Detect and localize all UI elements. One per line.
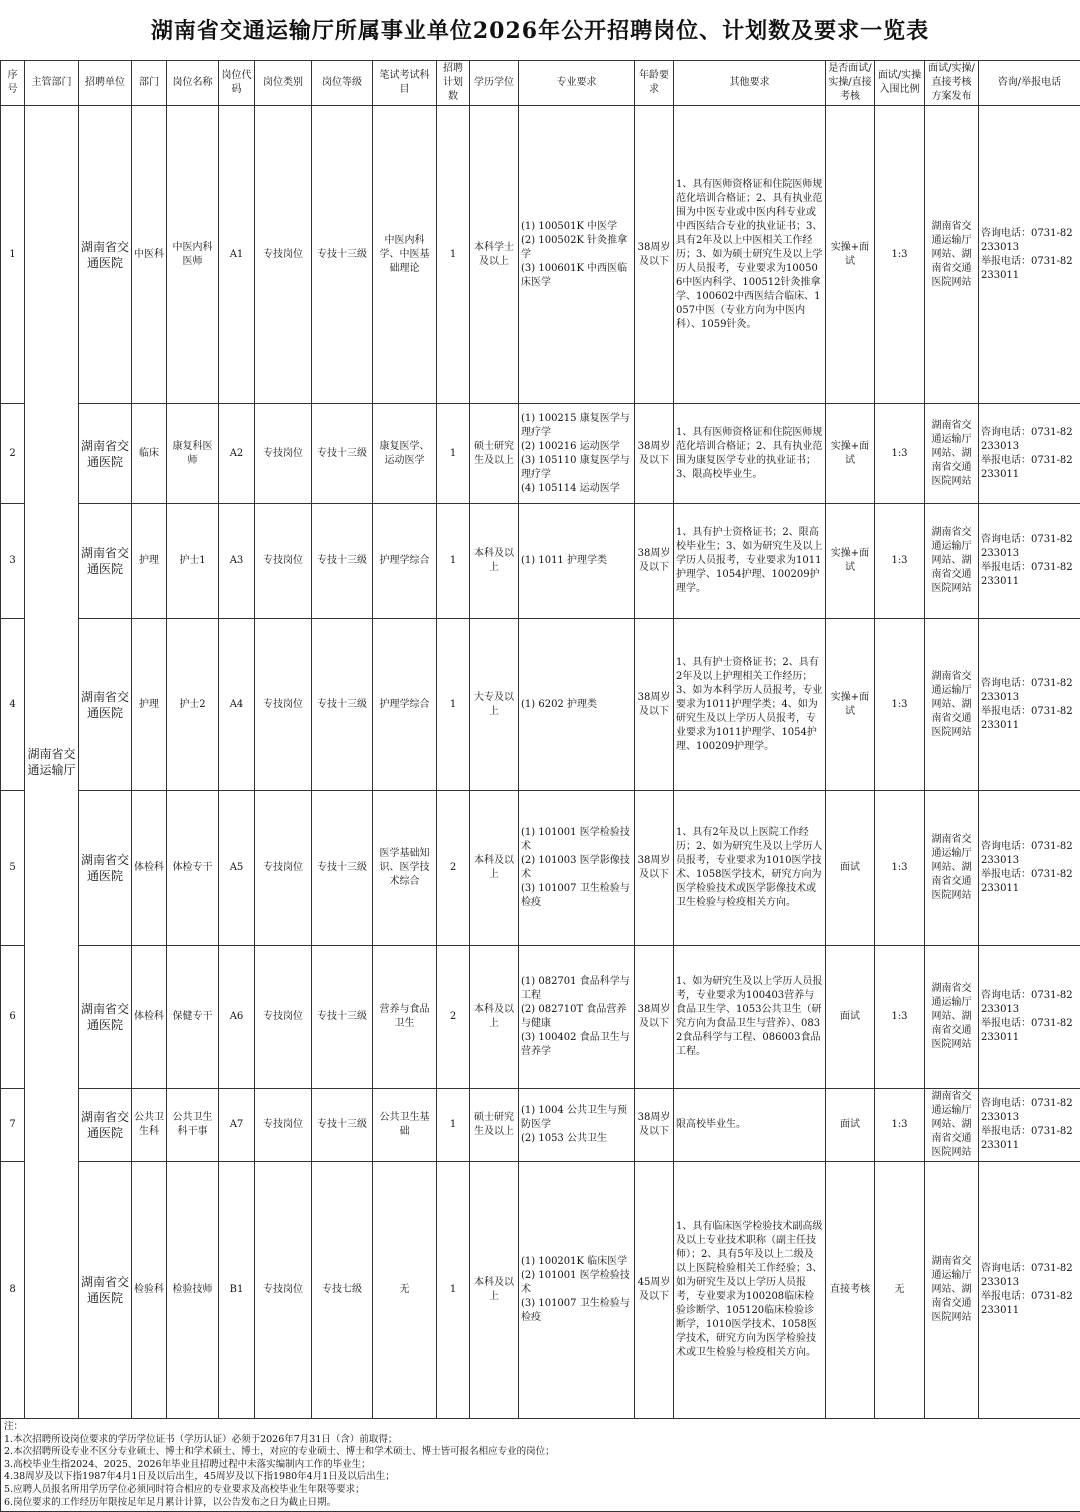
cell-exam: 护理学综合 [373,619,437,791]
cell-major: (1) 100501K 中医学 (2) 100502K 针灸推拿学 (3) 100601K 中西医临床医学 [519,106,635,404]
header-cell: 岗位类别 [255,61,312,106]
cell-category: 专技岗位 [255,106,312,404]
cell-count: 2 [437,946,470,1089]
cell-major: (1) 100215 康复医学与理疗学 (2) 100216 运动医学 (3) 105110 康复医学与理疗学 (4) 105114 运动医学 [519,404,635,504]
cell-category: 专技岗位 [255,504,312,619]
cell-code: A7 [219,1089,255,1162]
cell-code: A3 [219,504,255,619]
cell-section: 护理 [132,504,167,619]
cell-section: 临床 [132,404,167,504]
cell-section: 体检科 [132,791,167,946]
cell-post: 护士1 [167,504,219,619]
cell-level: 专技七级 [312,1162,373,1419]
cell-post: 体检专干 [167,791,219,946]
cell-exam: 营养与食品卫生 [373,946,437,1089]
cell-post: 中医内科医师 [167,106,219,404]
cell-other: 1、具有2年及以上医院工作经历；2、如为研究生及以上学历人员报考，专业要求为1010医学技术、1058医学技术，研究方向为医学检验技术或医学影像技术或卫生检验与检疫相关方向。 [674,791,826,946]
cell-no: 7 [1,1089,25,1162]
cell-exam: 护理学综合 [373,504,437,619]
cell-major: (1) 1004 公共卫生与预防医学 (2) 1053 公共卫生 [519,1089,635,1162]
cell-section: 公共卫生科 [132,1089,167,1162]
cell-age: 38周岁及以下 [635,946,674,1089]
cell-age: 38周岁及以下 [635,791,674,946]
cell-age: 38周岁及以下 [635,1089,674,1162]
cell-major: (1) 100201K 临床医学 (2) 101001 医学检验技术 (3) 101007 卫生检验与检疫 [519,1162,635,1419]
cell-publish: 湖南省交通运输厅网站、湖南省交通医院网站 [925,504,979,619]
cell-other: 1、具有医师资格证和住院医师规范化培训合格证；2、具有执业范围为康复医学专业的执业证书；3、限高校毕业生。 [674,404,826,504]
cell-unit: 湖南省交通医院 [79,1162,132,1419]
cell-post: 公共卫生科干事 [167,1089,219,1162]
notes [0,1419,1080,1512]
cell-ratio: 1:3 [875,106,925,404]
note-line: 5.应聘人员报名所用学历学位必须同时符合相应的专业要求及高校毕业生年限等要求； [4,1484,1078,1497]
cell-phone: 咨询电话：0731-82233013 举报电话：0731-82233011 [979,404,1080,504]
cell-level: 专技十三级 [312,1089,373,1162]
table-row [1,1089,1080,1162]
cell-no: 8 [1,1162,25,1419]
cell-exam: 无 [373,1162,437,1419]
cell-method: 实操+面试 [826,106,875,404]
cell-category: 专技岗位 [255,404,312,504]
cell-code: A6 [219,946,255,1089]
cell-publish: 湖南省交通运输厅网站、湖南省交通医院网站 [925,404,979,504]
cell-ratio: 1:3 [875,791,925,946]
cell-no: 1 [1,106,25,404]
table-row [1,404,1080,504]
cell-method: 面试 [826,791,875,946]
cell-level: 专技十三级 [312,106,373,404]
header-cell: 专业要求 [519,61,635,106]
cell-method: 实操+面试 [826,404,875,504]
cell-count: 1 [437,404,470,504]
cell-ratio: 1:3 [875,1089,925,1162]
cell-edu: 本科及以上 [470,1162,519,1419]
header-cell: 岗位等级 [312,61,373,106]
cell-method: 面试 [826,946,875,1089]
cell-unit: 湖南省交通医院 [79,504,132,619]
cell-major: (1) 1011 护理学类 [519,504,635,619]
cell-ratio: 1:3 [875,619,925,791]
cell-exam: 康复医学、运动医学 [373,404,437,504]
header-cell: 部门 [132,61,167,106]
cell-ratio: 1:3 [875,946,925,1089]
cell-code: A4 [219,619,255,791]
cell-section: 中医科 [132,106,167,404]
cell-post: 康复科医师 [167,404,219,504]
recruitment-table [0,60,1080,1419]
cell-count: 1 [437,1162,470,1419]
cell-publish: 湖南省交通运输厅网站、湖南省交通医院网站 [925,106,979,404]
cell-publish: 湖南省交通运输厅网站、湖南省交通医院网站 [925,1162,979,1419]
cell-edu: 本科及以上 [470,504,519,619]
cell-ratio: 1:3 [875,404,925,504]
cell-other: 1、如为研究生及以上学历人员报考，专业要求为100403营养与食品卫生学、1053公共卫生（研究方向为食品卫生与营养）、0832食品科学与工程、086003食品工程。 [674,946,826,1089]
cell-age: 38周岁及以下 [635,106,674,404]
cell-dept: 湖南省交通运输厅 [25,106,79,1419]
cell-method: 实操+面试 [826,619,875,791]
cell-unit: 湖南省交通医院 [79,1089,132,1162]
cell-major: (1) 6202 护理类 [519,619,635,791]
cell-no: 6 [1,946,25,1089]
cell-post: 检验技师 [167,1162,219,1419]
header-cell: 其他要求 [674,61,826,106]
cell-category: 专技岗位 [255,619,312,791]
page-title: 湖南省交通运输厅所属事业单位2026年公开招聘岗位、计划数及要求一览表 [0,0,1080,60]
cell-category: 专技岗位 [255,946,312,1089]
header-cell: 面试/实操/直接考核方案发布 [925,61,979,106]
header-cell: 招聘计划数 [437,61,470,106]
cell-count: 1 [437,504,470,619]
cell-other: 1、具有护士资格证书；2、限高校毕业生；3、如为研究生及以上学历人员报考，专业要求为1011护理学、1054护理、100209护理学。 [674,504,826,619]
cell-method: 面试 [826,1089,875,1162]
cell-phone: 咨询电话：0731-82233013 举报电话：0731-82233011 [979,106,1080,404]
cell-phone: 咨询电话：0731-82233013 举报电话：0731-82233011 [979,1162,1080,1419]
cell-major: (1) 101001 医学检验技术 (2) 101003 医学影像技术 (3) 101007 卫生检验与检疫 [519,791,635,946]
header-cell: 岗位代码 [219,61,255,106]
header-cell: 学历学位 [470,61,519,106]
cell-no: 4 [1,619,25,791]
cell-category: 专技岗位 [255,1089,312,1162]
cell-phone: 咨询电话：0731-82233013 举报电话：0731-82233011 [979,504,1080,619]
cell-level: 专技十三级 [312,791,373,946]
cell-publish: 湖南省交通运输厅网站、湖南省交通医院网站 [925,1089,979,1162]
table-body [1,106,1080,1419]
cell-count: 1 [437,1089,470,1162]
cell-no: 3 [1,504,25,619]
cell-exam: 公共卫生基础 [373,1089,437,1162]
cell-level: 专技十三级 [312,504,373,619]
cell-unit: 湖南省交通医院 [79,946,132,1089]
cell-edu: 硕士研究生及以上 [470,404,519,504]
header-cell: 主管部门 [25,61,79,106]
cell-no: 5 [1,791,25,946]
note-line: 2.本次招聘所设专业不区分专业硕士、博士和学术硕士、博士，对应的专业硕士、博士和学术硕士、博士皆可报名相应专业的岗位； [4,1446,1078,1459]
cell-category: 专技岗位 [255,1162,312,1419]
cell-method: 实操+面试 [826,504,875,619]
note-line: 4.38周岁及以下指1987年4月1日及以后出生，45周岁及以下指1980年4月1日及以后出生； [4,1471,1078,1484]
table-row [1,1162,1080,1419]
cell-level: 专技十三级 [312,946,373,1089]
cell-ratio: 无 [875,1162,925,1419]
cell-ratio: 1:3 [875,504,925,619]
cell-other: 1、具有临床医学检验技术副高级及以上专业技术职称（副主任技师）；2、具有5年及以上二级及以上医院检验相关工作经验；3、如为研究生及以上学历人员报考，专业要求为100208临床检验诊断学、105120临床检验诊断学，1010医学技术、1058医学技术，研究方向为医学检验技术或卫生检验与检疫相关方向。 [674,1162,826,1419]
table-row [1,619,1080,791]
cell-publish: 湖南省交通运输厅网站、湖南省交通医院网站 [925,946,979,1089]
cell-publish: 湖南省交通运输厅网站、湖南省交通医院网站 [925,619,979,791]
cell-other: 1、具有护士资格证书；2、具有2年及以上护理相关工作经历；3、如为本科学历人员报考，专业要求为1011护理学类；4、如为研究生及以上学历人员报考，专业要求为1011护理学、1054护理、100209护理学。 [674,619,826,791]
cell-edu: 硕士研究生及以上 [470,1089,519,1162]
header-cell: 岗位名称 [167,61,219,106]
cell-method: 直接考核 [826,1162,875,1419]
note-line: 注： [4,1421,1078,1434]
header-cell: 面试/实操入围比例 [875,61,925,106]
table-row [1,946,1080,1089]
cell-edu: 本科及以上 [470,946,519,1089]
cell-code: B1 [219,1162,255,1419]
cell-unit: 湖南省交通医院 [79,619,132,791]
cell-other: 限高校毕业生。 [674,1089,826,1162]
cell-post: 保健专干 [167,946,219,1089]
header-cell: 笔试考试科目 [373,61,437,106]
table-row [1,106,1080,404]
cell-count: 1 [437,619,470,791]
cell-exam: 中医内科学、中医基础理论 [373,106,437,404]
cell-unit: 湖南省交通医院 [79,791,132,946]
header-cell: 咨询/举报电话 [979,61,1080,106]
table-row [1,504,1080,619]
cell-count: 1 [437,106,470,404]
cell-phone: 咨询电话：0731-82233013 举报电话：0731-82233011 [979,619,1080,791]
cell-major: (1) 082701 食品科学与工程 (2) 082710T 食品营养与健康 (3) 100402 食品卫生与营养学 [519,946,635,1089]
cell-age: 38周岁及以下 [635,619,674,791]
cell-code: A2 [219,404,255,504]
note-line: 1.本次招聘所设岗位要求的学历学位证书（学历认证）必须于2026年7月31日（含）前取得； [4,1434,1078,1447]
cell-section: 体检科 [132,946,167,1089]
header-cell: 是否面试/实操/直接考核 [826,61,875,106]
cell-publish: 湖南省交通运输厅网站、湖南省交通医院网站 [925,791,979,946]
cell-phone: 咨询电话：0731-82233013 举报电话：0731-82233011 [979,791,1080,946]
cell-section: 检验科 [132,1162,167,1419]
cell-unit: 湖南省交通医院 [79,106,132,404]
cell-count: 2 [437,791,470,946]
header-cell: 年龄要求 [635,61,674,106]
cell-code: A5 [219,791,255,946]
cell-age: 38周岁及以下 [635,404,674,504]
table-row [1,791,1080,946]
cell-unit: 湖南省交通医院 [79,404,132,504]
cell-exam: 医学基础知识、医学技术综合 [373,791,437,946]
cell-no: 2 [1,404,25,504]
cell-level: 专技十三级 [312,404,373,504]
cell-post: 护士2 [167,619,219,791]
cell-edu: 本科学士及以上 [470,106,519,404]
header-cell: 序号 [1,61,25,106]
cell-phone: 咨询电话：0731-82233013 举报电话：0731-82233011 [979,946,1080,1089]
cell-section: 护理 [132,619,167,791]
cell-level: 专技十三级 [312,619,373,791]
cell-age: 38周岁及以下 [635,504,674,619]
cell-other: 1、具有医师资格证和住院医师规范化培训合格证；2、具有执业范围为中医专业或中医内科专业或中西医结合专业的执业证书；3、具有2年及以上中医相关工作经历；3、如为硕士研究生及以上学历人员报考，专业要求为100506中医内科学、100512针灸推拿学、100602中西医结合临床、1057中医（专业方向为中医内科）、1059针灸。 [674,106,826,404]
cell-edu: 本科及以上 [470,791,519,946]
header-cell: 招聘单位 [79,61,132,106]
cell-age: 45周岁及以下 [635,1162,674,1419]
note-line: 6.岗位要求的工作经历年限按足年足月累计计算，以公告发布之日为截止日期。 [4,1497,1078,1510]
cell-edu: 大专及以上 [470,619,519,791]
header-row [1,61,1080,106]
cell-code: A1 [219,106,255,404]
note-line: 3.高校毕业生指2024、2025、2026年毕业且招聘过程中未落实编制内工作的毕业生； [4,1459,1078,1472]
cell-category: 专技岗位 [255,791,312,946]
cell-phone: 咨询电话：0731-82233013 举报电话：0731-82233011 [979,1089,1080,1162]
